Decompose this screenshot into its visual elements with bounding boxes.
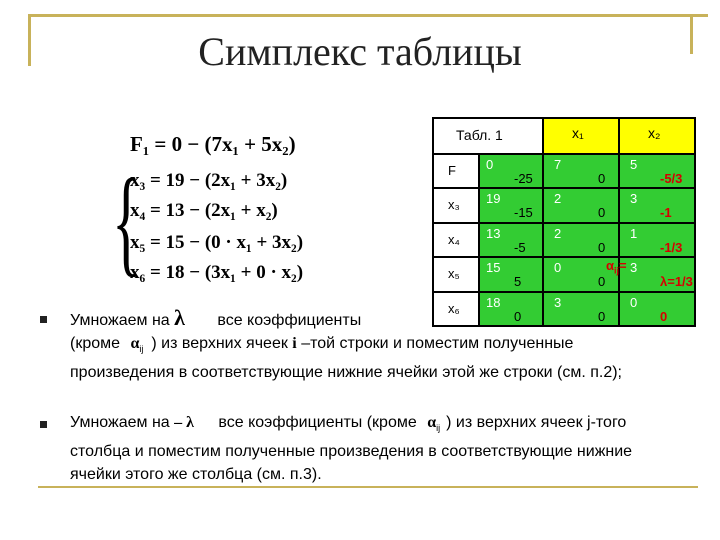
free-term-cell — [479, 188, 543, 222]
row-label: x₆ — [448, 300, 460, 316]
coef-cell — [606, 257, 695, 291]
objective-formula: F₁ = 0 − (7x₁ + 5x₂) — [130, 132, 296, 156]
cell-top-value: 19 — [486, 191, 501, 207]
cell-top-value: 0 — [554, 260, 562, 276]
alpha-subscript: ij — [139, 344, 144, 355]
text-run: ) из верхних ячеек — [151, 335, 293, 352]
alpha-subscript: ij — [436, 423, 441, 434]
row-label: F — [448, 163, 456, 178]
row-label-cell — [433, 257, 479, 291]
cell-top-value: 3 — [630, 191, 638, 207]
cell-bottom-value: 0 — [598, 274, 606, 290]
cell-top-value: 0 — [486, 157, 494, 172]
pivot-alpha: α — [606, 258, 614, 274]
coef-cell — [619, 223, 695, 257]
lambda-symbol: λ — [174, 305, 185, 330]
pivot-subscript: ij — [614, 265, 620, 276]
cell-bottom-value: 5 — [514, 274, 522, 290]
free-term-cell — [479, 223, 543, 257]
text-run: Умножаем на — [70, 414, 175, 431]
cell-top-value: 13 — [486, 225, 501, 241]
bullet-text — [70, 306, 670, 384]
column-header — [543, 118, 619, 154]
simplex-table — [432, 117, 696, 327]
cell-bottom-value: 0 — [660, 308, 668, 324]
cell-bottom-value: -1/3 — [660, 239, 683, 255]
coef-cell — [543, 188, 619, 222]
cell-top-value: 0 — [630, 294, 638, 310]
constraint-formula: x₆ = 18 − (3x₁ + 0 · x₂) — [130, 262, 304, 283]
cell-top-value: 1 — [630, 225, 638, 241]
cell-bottom-value: 0 — [514, 308, 522, 324]
cell-top-value: 3 — [554, 294, 562, 310]
frame-top-line — [28, 14, 708, 17]
coef-cell — [543, 154, 619, 188]
alpha-symbol: α — [130, 335, 140, 352]
row-label-cell — [433, 154, 479, 188]
cell-top-value: 3 — [630, 260, 638, 276]
frame-bottom-line — [38, 486, 698, 488]
text-run: все коэффициенты — [212, 312, 362, 329]
cell-bottom-value: -5 — [514, 239, 526, 255]
column-header — [619, 118, 695, 154]
text-run: все коэффициенты (кроме — [213, 414, 422, 431]
cell-bottom-value: 0 — [598, 239, 606, 255]
bullet-marker — [40, 421, 47, 428]
cell-bottom-value: -1 — [660, 205, 672, 221]
pivot-marker — [606, 258, 627, 276]
cell-bottom-value: λ=1/3 — [660, 274, 693, 290]
free-term-cell — [479, 257, 543, 291]
bullet-text — [70, 411, 670, 486]
cell-bottom-value: -5/3 — [660, 171, 683, 186]
cell-bottom-value: 0 — [598, 308, 606, 324]
cell-bottom-value: 0 — [598, 171, 606, 186]
constraint-formula: x₃ = 19 − (2x₁ + 3x₂) — [130, 170, 288, 191]
coef-cell — [619, 188, 695, 222]
row-label-cell — [433, 188, 479, 222]
alpha-symbol: α — [427, 414, 437, 431]
coef-cell — [543, 223, 619, 257]
text-run: Умножаем на — [70, 312, 175, 329]
free-term-cell — [479, 154, 543, 188]
minus-lambda-symbol: – λ — [174, 414, 194, 431]
cell-top-value: 5 — [630, 157, 638, 172]
coef-cell — [619, 154, 695, 188]
row-label: x₃ — [448, 197, 460, 213]
column-header-label: x₁ — [572, 125, 584, 141]
constraint-formula: x₄ = 13 − (2x₁ + x₂) — [130, 200, 278, 221]
table-caption: Табл. 1 — [456, 127, 503, 143]
cell-top-value: 2 — [554, 191, 562, 207]
text-run: (кроме — [70, 335, 125, 352]
cell-bottom-value: 0 — [598, 205, 606, 221]
pivot-equals: = — [619, 258, 627, 274]
table-caption-cell — [433, 118, 543, 154]
cell-bottom-value: -15 — [514, 205, 533, 221]
row-label-cell — [433, 223, 479, 257]
cell-top-value: 7 — [554, 157, 562, 172]
cell-top-value: 2 — [554, 225, 562, 241]
row-label: x₄ — [448, 231, 460, 247]
bullet-marker — [40, 316, 47, 323]
text-run: –той строки и поместим полученные произведения в соответствующие нижние ячейки этой же строки (см. п.2); — [70, 335, 622, 382]
cell-bottom-value: -25 — [514, 171, 533, 186]
index-symbol: i — [292, 335, 297, 352]
system-brace: { — [112, 154, 141, 287]
row-label: x₅ — [448, 266, 460, 282]
text-run: ) из верхних ячеек j-того столбца и поместим полученные произведения в соответствующие нижние ячейки этого же столбца (см. п.3). — [70, 414, 633, 484]
constraint-formula: x₅ = 15 − (0 · x₁ + 3x₂) — [130, 232, 304, 253]
cell-top-value: 15 — [486, 260, 501, 276]
column-header-label: x₂ — [648, 125, 661, 141]
slide-title: Симплекс таблицы — [198, 29, 522, 74]
cell-top-value: 18 — [486, 294, 501, 310]
